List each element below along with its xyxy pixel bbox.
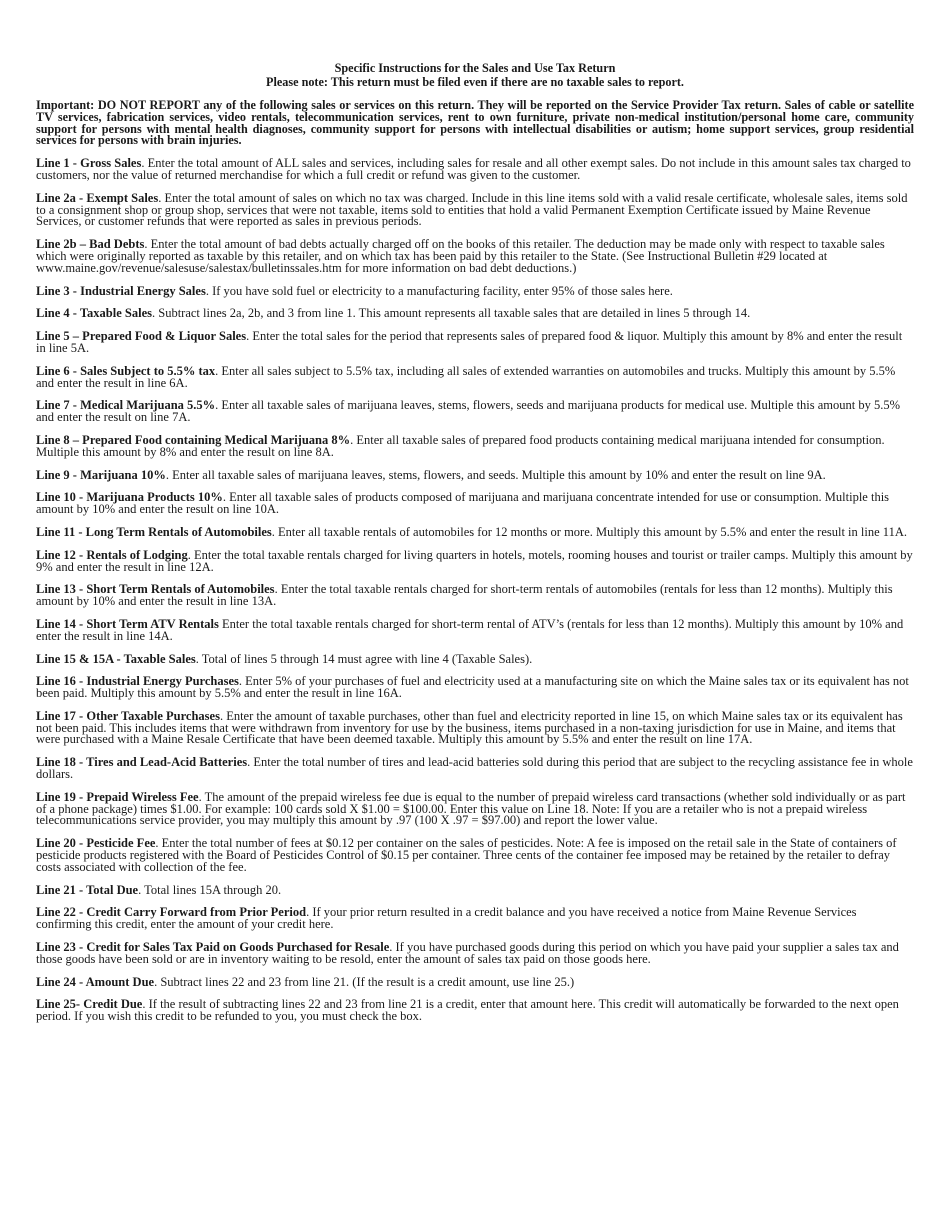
page-title: Specific Instructions for the Sales and Use Tax Return bbox=[334, 61, 616, 75]
line-instruction bbox=[36, 283, 914, 298]
line-label: Line 8 – Prepared Food containing Medical Marijuana 8% bbox=[36, 432, 351, 447]
line-instruction bbox=[36, 158, 914, 182]
line-label: Line 16 - Industrial Energy Purchases bbox=[36, 674, 239, 689]
line-instruction bbox=[36, 190, 914, 229]
line-label: Line 2a - Exempt Sales bbox=[36, 190, 159, 205]
line-text: . Subtract lines 2a, 2b, and 3 from line 1. This amount represents all taxable sales that are detailed in lines 5 through 14. bbox=[152, 306, 751, 321]
line-instruction bbox=[36, 676, 914, 700]
line-label: Line 7 - Medical Marijuana 5.5% bbox=[36, 398, 216, 413]
important-notice: Important: DO NOT REPORT any of the following sales or services on this return. They will be reported on the Service Provider Tax return. Sales of cable or satellite TV services, fabrication services, video rentals, telecommunication services, rent to own furniture, private non-medical institution/personal home care, community support for persons with mental health diagnoses, community support for persons with intellectual disabilities or autism; home support services, group residential services for persons with brain injuries. bbox=[36, 98, 914, 148]
line-text: . Enter all taxable rentals of automobiles for 12 months or more. Multiply this amount by 5.5% and enter the result in line 11A. bbox=[271, 524, 907, 539]
line-text: . If you have purchased goods during this period on which you have paid your supplier a sales tax and those goods have been sold or are in inventory waiting to be resold, enter the amount of sales tax paid on those goods here. bbox=[36, 940, 899, 966]
line-instruction bbox=[36, 308, 914, 320]
line-label: Line 3 - Industrial Energy Sales bbox=[36, 283, 206, 298]
line-label: Line 24 - Amount Due bbox=[36, 974, 155, 989]
line-instruction bbox=[36, 974, 914, 989]
line-label: Line 12 - Rentals of Lodging bbox=[36, 547, 188, 562]
line-label: Line 6 - Sales Subject to 5.5% tax bbox=[36, 363, 216, 378]
line-instruction bbox=[36, 467, 914, 482]
line-text: . Enter the total taxable rentals charged for short-term rentals of automobiles (rentals for less than 12 months). Multiply this amount by 10% and enter the result in line 13A. bbox=[36, 582, 893, 609]
line-label: Line 21 - Total Due bbox=[36, 882, 139, 897]
line-text: Enter the total taxable rentals charged for short-term rental of ATV’s (rentals for less than 12 months). Multiply this amount by 10% and enter the result in line 14A. bbox=[36, 616, 904, 643]
line-label: Line 17 - Other Taxable Purchases bbox=[36, 708, 220, 723]
line-label: Line 9 - Marijuana 10% bbox=[36, 467, 166, 482]
line-instruction bbox=[36, 651, 914, 666]
filing-note: Please note: This return must be filed even if there are no taxable sales to report. bbox=[266, 74, 684, 89]
line-label: Line 18 - Tires and Lead-Acid Batteries bbox=[36, 755, 248, 770]
line-text: . Enter all taxable sales of marijuana leaves, stems, flowers, and seeds. Multiple this amount by 10% and enter the result on line 9A. bbox=[165, 467, 826, 482]
header bbox=[36, 62, 914, 89]
line-text: . Enter the total amount of sales on which no tax was charged. Include in this line items sold with a valid resale certificate, wholesale sales, items sold to a consignment shop or group shop, services that were not taxable, items sold to entities that hold a valid Permanent Exemption Certificate issued by Maine Revenue Services, or customer refunds that were reported as sales in previous periods. bbox=[36, 190, 908, 229]
line-text: . Enter the total number of fees at $0.12 per container on the sales of pesticides. Note: A fee is imposed on the retail sale in the State of containers of pesticide products registered with the Board of Pesticides Control of $0.15 per container. Three cents of the container fee imposed may be retained by the retailer to defray costs associated with collection of the fee. bbox=[36, 836, 897, 874]
line-instruction bbox=[36, 789, 914, 828]
line-text: . Total lines 15A through 20. bbox=[138, 882, 282, 897]
line-instruction bbox=[36, 363, 914, 390]
line-label: Line 23 - Credit for Sales Tax Paid on Goods Purchased for Resale bbox=[36, 940, 390, 955]
line-text: . Enter the amount of taxable purchases, other than fuel and electricity reported in line 15, on which Maine sales tax or its equivalent has not been paid. This includes items that were withdrawn from inventory for use by the business, items purchased in a non-taxing jurisdiction for use in Maine, and items that were purchased with a Maine Resale Certificate that have been deemed taxable. Multiply this amount by 5.5% and enter the result on line 17A. bbox=[36, 708, 903, 747]
line-label: Line 10 - Marijuana Products 10% bbox=[36, 490, 223, 505]
line-text: . Enter the total amount of ALL sales and services, including sales for resale and all other exempt sales. Do not include in this amount sales tax charged to customers, nor the value of returned merchandise for which a full credit or refund was given to the customer. bbox=[36, 156, 911, 182]
line-text: . Subtract lines 22 and 23 from line 21. (If the result is a credit amount, use line 25.) bbox=[154, 974, 575, 989]
line-instruction bbox=[36, 400, 914, 424]
line-instruction bbox=[36, 999, 914, 1023]
line-instruction bbox=[36, 616, 914, 643]
line-text: . Enter the total number of tires and lead-acid batteries sold during this period that are subject to the recycling assistance fee in whole dollars. bbox=[36, 755, 913, 782]
line-instruction bbox=[36, 331, 914, 355]
line-instruction bbox=[36, 239, 914, 274]
line-instruction bbox=[36, 882, 914, 897]
line-text: . If your prior return resulted in a credit balance and you have received a notice from Maine Revenue Services confirming this credit, enter the amount of your credit here. bbox=[36, 905, 857, 932]
line-label: Line 19 - Prepaid Wireless Fee bbox=[36, 789, 199, 804]
line-instruction bbox=[36, 432, 914, 459]
line-text: . The amount of the prepaid wireless fee due is equal to the number of prepaid wireless card transactions (whether sold individually or as part of a phone package) times $1.00. For example: 100 cards sold X $1.00 = $100.00. Enter this value on Line 18. Note: If you are a retailer who is not a prepaid wireless telecommunications service provider, you may multiply this amount by .97 (100 X .97 = $97.00) and report the lower value. bbox=[36, 789, 906, 828]
line-text: . Enter all sales subject to 5.5% tax, including all sales of extended warranties on automobiles and trucks. Multiply this amount by 5.5% and enter the result in line 6A. bbox=[36, 363, 896, 390]
line-text: . Enter all taxable sales of marijuana leaves, stems, flowers, seeds and marijuana products for medical use. Multiple this amount by 5.5% and enter the result on line 7A. bbox=[36, 398, 901, 425]
line-instruction bbox=[36, 708, 914, 747]
line-label: Line 25- Credit Due bbox=[36, 997, 143, 1012]
line-label: Line 14 - Short Term ATV Rentals bbox=[36, 616, 219, 631]
line-label: Line 11 - Long Term Rentals of Automobiles bbox=[36, 524, 272, 539]
instructions-page bbox=[36, 62, 914, 1023]
line-label: Line 15 & 15A - Taxable Sales bbox=[36, 651, 196, 666]
line-label: Line 22 - Credit Carry Forward from Prior Period bbox=[36, 905, 307, 920]
line-label: Line 20 - Pesticide Fee bbox=[36, 836, 156, 851]
line-text: . Enter all taxable sales of products composed of marijuana and marijuana concentrate intended for use or consumption. Multiple this amount by 10% and enter the result on line 10A. bbox=[36, 490, 890, 517]
line-instruction bbox=[36, 838, 914, 873]
line-instruction bbox=[36, 907, 914, 931]
line-text: . Enter 5% of your purchases of fuel and electricity used at a manufacturing site on which the Maine sales tax or its equivalent has not been paid. Multiply this amount by 5.5% and enter the result in line 16A. bbox=[36, 674, 909, 701]
line-instructions bbox=[36, 158, 914, 1023]
line-label: Line 13 - Short Term Rentals of Automobiles bbox=[36, 582, 275, 597]
line-text: . Total of lines 5 through 14 must agree with line 4 (Taxable Sales). bbox=[195, 651, 533, 666]
line-instruction bbox=[36, 942, 914, 966]
line-instruction bbox=[36, 524, 914, 539]
line-text: . If you have sold fuel or electricity to a manufacturing facility, enter 95% of those sales here. bbox=[205, 283, 673, 298]
line-instruction bbox=[36, 757, 914, 781]
line-text: . Enter the total taxable rentals charged for living quarters in hotels, motels, rooming houses and tourist or trailer camps. Multiply this amount by 9% and enter the result in line 12A. bbox=[36, 547, 913, 574]
line-text: . Enter the total amount of bad debts actually charged off on the books of this retailer. The deduction may be made only with respect to taxable sales which were originally reported as taxable by this retailer, and on which tax has been paid by this retailer to the State. (See Instructional Bulletin #29 located at www.maine.gov/revenue/salesuse/salestax/bulletinssales.htm for more information on bad debt deductions.) bbox=[36, 237, 885, 275]
line-label: Line 5 – Prepared Food & Liquor Sales bbox=[36, 329, 247, 344]
line-instruction bbox=[36, 584, 914, 608]
line-label: Line 4 - Taxable Sales bbox=[36, 306, 152, 321]
line-label: Line 1 - Gross Sales bbox=[36, 156, 142, 171]
line-instruction bbox=[36, 547, 914, 574]
line-text: . Enter the total sales for the period that represents sales of prepared food & liquor. Multiply this amount by 8% and enter the result in line 5A. bbox=[36, 329, 903, 355]
line-text: . Enter all taxable sales of prepared food products containing medical marijuana intended for consumption. Multiple this amount by 8% and enter the result on line 8A. bbox=[36, 432, 885, 459]
line-text: . If the result of subtracting lines 22 and 23 from line 21 is a credit, enter that amount here. This credit will automatically be forwarded to the next open period. If you wish this credit to be refunded to you, you must check the box. bbox=[36, 997, 899, 1024]
line-label: Line 2b – Bad Debts bbox=[36, 237, 145, 252]
line-instruction bbox=[36, 492, 914, 516]
